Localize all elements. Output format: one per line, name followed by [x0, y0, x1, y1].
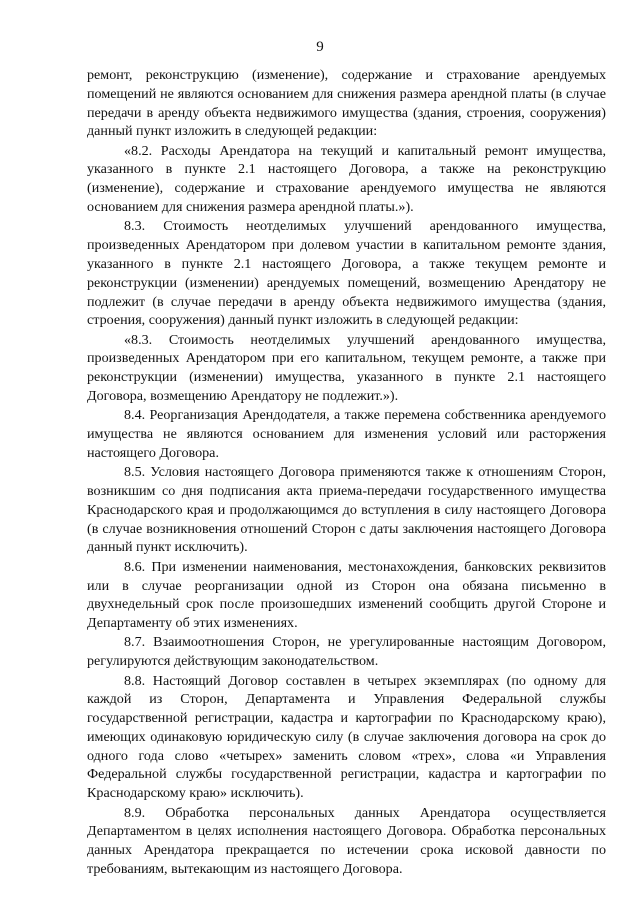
paragraph-8-5: 8.5. Условия настоящего Договора применяются также к отношениям Сторон, возникшим со дня подписания акта приема-передачи государственного имущества Краснодарского края и продолжающимся до вступления в силу настоящего Договора (в случае возникновения отношений Сторон с даты заключения настоящего Договора данный пункт исключить). [87, 464, 606, 556]
paragraph-8-3: 8.3. Стоимость неотделимых улучшений арендованного имущества, произведенных Арендатором при долевом участии в капитальном ремонте здания, указанного в пункте 2.1 настоящего Договора, а также текущем ремонте и реконструкции (изменении) арендуемых помещений, возмещению Арендатору не подлежит (в случае передачи в аренду объекта недвижимого имущества (здания, строения, сооружения) данный пункт изложить в следующей редакции: [87, 218, 606, 329]
paragraph-8-7: 8.7. Взаимоотношения Сторон, не урегулированные настоящим Договором, регулируются действующим законодательством. [87, 634, 606, 670]
paragraph-8-6: 8.6. При изменении наименования, местонахождения, банковских реквизитов или в случае реорганизации одной из Сторон она обязана письменно в двухнедельный срок после произошедших изменений сообщить другой Стороне и Департаменту об этих изменениях. [87, 558, 606, 632]
paragraph-8-2-continuation: ремонт, реконструкцию (изменение), содержание и страхование арендуемых помещений не являются основанием для снижения размера арендной платы (в случае передачи в аренду объекта недвижимого имущества (здания, строения, сооружения) данный пункт изложить в следующей редакции: [87, 67, 606, 140]
paragraph-8-4: 8.4. Реорганизация Арендодателя, а также перемена собственника арендуемого имущества не являются основанием для изменения условий или расторжения настоящего Договора. [87, 407, 606, 461]
paragraph-8-3-alternative: «8.3. Стоимость неотделимых улучшений арендованного имущества, произведенных Арендатором при его капитальном, текущем ремонте, а также при реконструкции (изменении) имущества, указанного в пункте 2.1 настоящего Договора, возмещению Арендатору не подлежит.»). [87, 331, 606, 405]
document-body [87, 66, 606, 879]
paragraph-8-9: 8.9. Обработка персональных данных Арендатора осуществляется Департаментом в целях исполнения настоящего Договора. Обработка персональных данных Арендатора прекращается по истечении срока исковой давности по требованиям, вытекающим из настоящего Договора. [87, 804, 606, 877]
page-number: 9 [316, 39, 324, 55]
paragraph-8-8: 8.8. Настоящий Договор составлен в четырех экземплярах (по одному для каждой из Сторон, Департамента и Управления Федеральной службы государственной регистрации, кадастра и картографии по Краснодарскому краю), имеющих одинаковую юридическую силу (в случае заключения договора на срок до одного года слово «четырех» заменить словом «трех», слова «и Управления Федеральной службы государственной регистрации, кадастра и картографии по Краснодарскому краю» исключить). [87, 672, 606, 802]
paragraph-8-2-alternative: «8.2. Расходы Арендатора на текущий и капитальный ремонт имущества, указанного в пункте 2.1 настоящего Договора, а также на реконструкцию (изменение), содержание и страхование арендуемого имущества не являются основанием для снижения размера арендной платы.»). [87, 142, 606, 216]
